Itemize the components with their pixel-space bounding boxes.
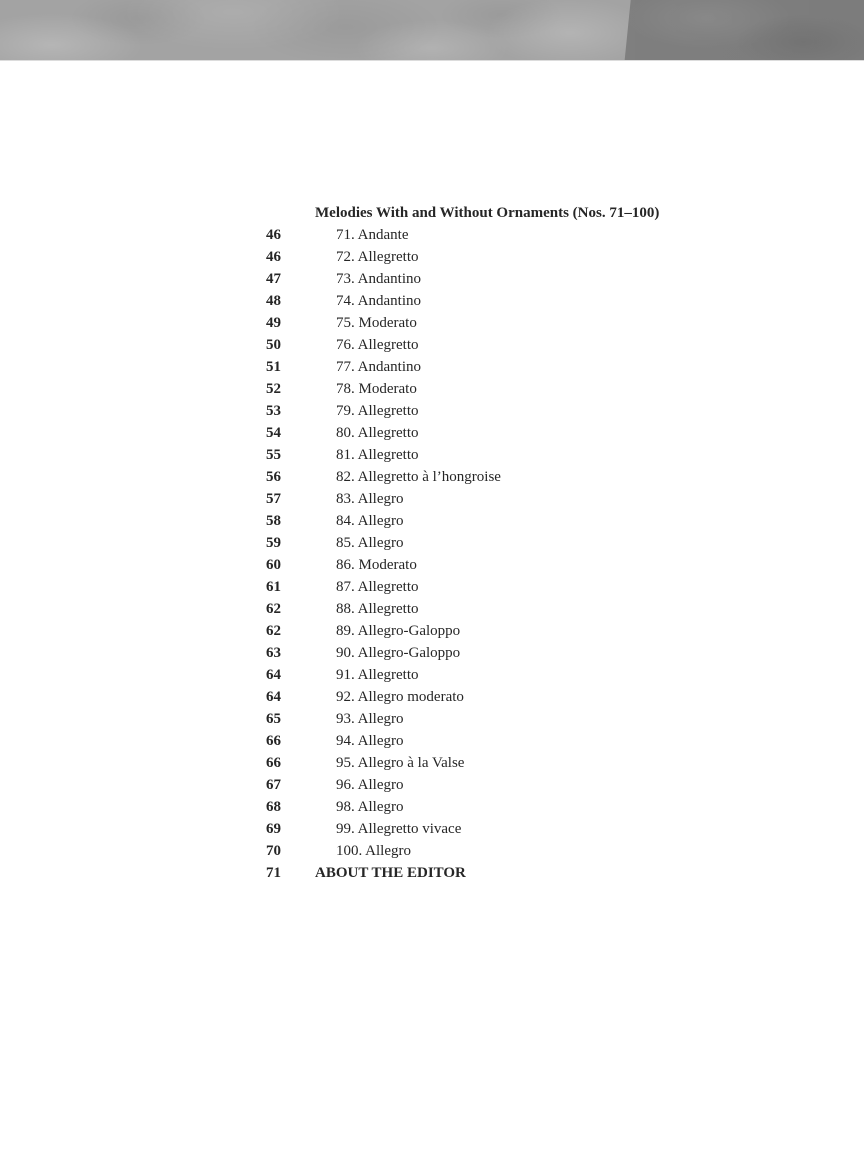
toc-row: [0, 488, 864, 510]
toc-entry-label: 78. Moderato: [336, 381, 417, 397]
toc-row: [0, 620, 864, 642]
toc-row: [0, 554, 864, 576]
toc-row: [0, 532, 864, 554]
table-of-contents: [0, 202, 864, 884]
toc-page-number: 48: [266, 293, 281, 309]
toc-page-number: 56: [266, 469, 281, 485]
toc-page-number: 55: [266, 447, 281, 463]
toc-row: [0, 818, 864, 840]
toc-entry-label: 73. Andantino: [336, 271, 421, 287]
toc-entry-label: 82. Allegretto à l’hongroise: [336, 469, 501, 485]
toc-entry-label: 76. Allegretto: [336, 337, 419, 353]
toc-entry-label: 74. Andantino: [336, 293, 421, 309]
toc-page-number: 65: [266, 711, 281, 727]
toc-entry-label: 87. Allegretto: [336, 579, 419, 595]
toc-entry-label: 71. Andante: [336, 227, 409, 243]
toc-page-number: 53: [266, 403, 281, 419]
toc-entry-label: 92. Allegro moderato: [336, 689, 464, 705]
toc-row: [0, 510, 864, 532]
toc-row: [0, 840, 864, 862]
toc-page-number: 52: [266, 381, 281, 397]
toc-page-number: 51: [266, 359, 281, 375]
toc-page-number: 66: [266, 755, 281, 771]
toc-entry-label: 90. Allegro-Galoppo: [336, 645, 461, 661]
toc-entry-label: 83. Allegro: [336, 491, 404, 507]
toc-row: [0, 686, 864, 708]
toc-entry-label: 100. Allegro: [336, 843, 411, 859]
toc-row: [0, 664, 864, 686]
toc-entry-label: 96. Allegro: [336, 777, 404, 793]
toc-page-number: 49: [266, 315, 281, 331]
toc-about-row: [0, 862, 864, 884]
toc-page-number: 64: [266, 689, 281, 705]
toc-page-number: 67: [266, 777, 281, 793]
toc-page-number: 63: [266, 645, 281, 661]
toc-row: [0, 224, 864, 246]
toc-row: [0, 268, 864, 290]
toc-row: [0, 730, 864, 752]
toc-entry-label: 77. Andantino: [336, 359, 421, 375]
toc-page-number: 59: [266, 535, 281, 551]
toc-entry-label: 75. Moderato: [336, 315, 417, 331]
toc-entry-label: 86. Moderato: [336, 557, 417, 573]
toc-page-number: 46: [266, 227, 281, 243]
toc-entry-label: 72. Allegretto: [336, 249, 419, 265]
toc-page-number: 50: [266, 337, 281, 353]
toc-page-number: 47: [266, 271, 281, 287]
toc-row: [0, 312, 864, 334]
toc-row: [0, 466, 864, 488]
decorative-stone-banner: [0, 0, 864, 61]
toc-section-heading-row: [0, 202, 864, 224]
toc-entry-label: 99. Allegretto vivace: [336, 821, 462, 837]
toc-page-number: 66: [266, 733, 281, 749]
section-title: Melodies With and Without Ornaments (Nos. 71–100): [315, 205, 660, 221]
toc-page-number: 62: [266, 601, 281, 617]
toc-entry-label: 91. Allegretto: [336, 667, 419, 683]
toc-row: [0, 290, 864, 312]
toc-entry-label: 98. Allegro: [336, 799, 404, 815]
toc-list: [0, 224, 864, 862]
toc-entry-label: 93. Allegro: [336, 711, 404, 727]
toc-row: [0, 378, 864, 400]
toc-page-number: 62: [266, 623, 281, 639]
page-number-column-spacer: [0, 202, 281, 224]
toc-row: [0, 400, 864, 422]
toc-row: [0, 576, 864, 598]
toc-page-number: 61: [266, 579, 281, 595]
toc-page-number: 46: [266, 249, 281, 265]
toc-row: [0, 246, 864, 268]
toc-row: [0, 356, 864, 378]
toc-entry-label: 89. Allegro-Galoppo: [336, 623, 461, 639]
toc-row: [0, 796, 864, 818]
toc-row: [0, 752, 864, 774]
toc-page-number: 68: [266, 799, 281, 815]
toc-entry-label: 85. Allegro: [336, 535, 404, 551]
toc-row: [0, 708, 864, 730]
toc-page-number: 57: [266, 491, 281, 507]
toc-page-number: 71: [266, 865, 281, 881]
toc-entry-label: 80. Allegretto: [336, 425, 419, 441]
toc-page-number: 54: [266, 425, 281, 441]
toc-row: [0, 422, 864, 444]
toc-row: [0, 642, 864, 664]
toc-entry-label: ABOUT THE EDITOR: [315, 865, 466, 881]
toc-entry-label: 79. Allegretto: [336, 403, 419, 419]
toc-row: [0, 598, 864, 620]
toc-page-number: 70: [266, 843, 281, 859]
toc-page-number: 58: [266, 513, 281, 529]
toc-entry-label: 84. Allegro: [336, 513, 404, 529]
toc-page-number: 64: [266, 667, 281, 683]
toc-row: [0, 334, 864, 356]
toc-page-number: 60: [266, 557, 281, 573]
toc-entry-label: 81. Allegretto: [336, 447, 419, 463]
banner-dark-diagonal-section: [0, 0, 864, 60]
toc-row: [0, 774, 864, 796]
toc-entry-label: 95. Allegro à la Valse: [336, 755, 465, 771]
toc-entry-label: 88. Allegretto: [336, 601, 419, 617]
toc-page-number: 69: [266, 821, 281, 837]
toc-row: [0, 444, 864, 466]
toc-entry-label: 94. Allegro: [336, 733, 404, 749]
